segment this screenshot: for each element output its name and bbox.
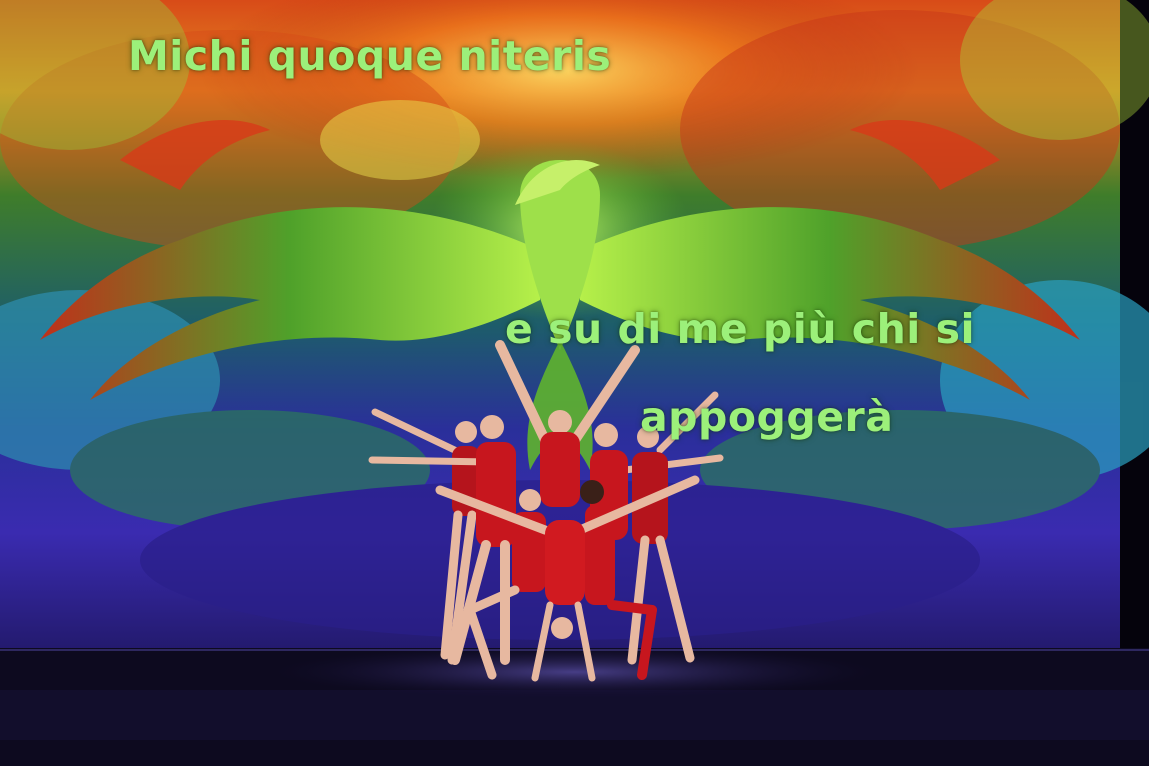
lyric-line-2: e su di me più chi si — [505, 305, 976, 353]
lyric-line-1: Michi quoque niteris — [128, 32, 612, 80]
lyric-line-3: appoggerà — [640, 393, 894, 441]
floor-reflection — [0, 690, 1149, 740]
